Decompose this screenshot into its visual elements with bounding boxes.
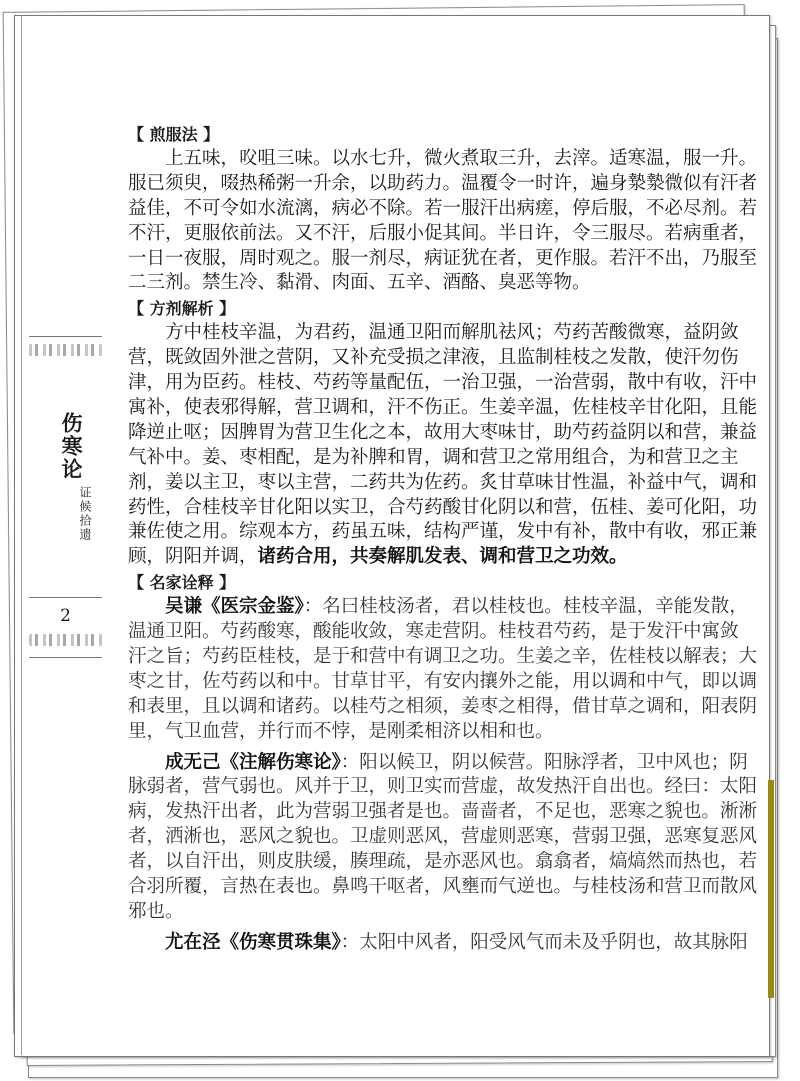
divider	[29, 597, 102, 598]
line-text: 药性，合桂枝辛甘化阳以实卫，合芍药酸甘化阴以和营，伍桂、姜可化阳，功	[128, 496, 758, 518]
line-text: 不汗，更服依前法。又不汗，后服小促其间。半日许，令三服尽。若病重者，	[128, 222, 758, 244]
text-line	[128, 147, 758, 172]
text-line	[128, 371, 758, 396]
section	[128, 122, 758, 296]
emphasis-text: 诸药合用，共奏解肌发表、调和营卫之功效。	[257, 546, 628, 568]
text-line	[128, 421, 758, 446]
line-text: 合羽所覆，言热在表也。鼻鸣干呕者，风壅而气逆也。与桂枝汤和营卫而散风	[128, 876, 758, 898]
line-text: 汗之旨；芍药臣桂枝，是于和营中有调卫之功。生姜之辛，佐桂枝以解表；大	[128, 646, 758, 668]
text-line	[128, 346, 739, 371]
text-line	[128, 775, 758, 800]
paragraph	[128, 595, 758, 744]
line-text: 剂，姜以主卫，枣以主营，二药共为佐药。炙甘草味甘性温，补益中气，调和	[128, 471, 758, 493]
book-title: 伤寒论	[59, 412, 84, 481]
paragraph	[128, 931, 748, 956]
page-content	[128, 122, 758, 956]
book-subtitle: 证候拾遗	[78, 486, 92, 542]
text-line	[128, 900, 660, 925]
text-line	[128, 321, 739, 346]
line-text: 者，洒淅也，恶风之貌也。卫虚则恶风，营虚则恶寒，营弱卫强，恶寒复恶风	[128, 826, 758, 848]
text-line	[128, 520, 758, 545]
divider	[29, 657, 102, 658]
text-line	[128, 271, 660, 296]
cloud-pattern-ornament	[29, 634, 102, 646]
source-citation: 吴谦《医宗金鉴》	[165, 596, 304, 618]
text-line	[128, 670, 758, 695]
page-number: 2	[60, 606, 71, 626]
line-text: ：太阳中风者，阳受风气而未及乎阴也，故其脉阳	[340, 931, 748, 953]
text-line	[128, 620, 739, 645]
paragraph	[128, 321, 758, 570]
text-line	[128, 875, 758, 900]
text-line	[128, 720, 660, 745]
text-line	[128, 595, 748, 620]
section-heading: 【 方剂解析 】	[128, 299, 236, 319]
line-text: 降逆止呕；因脾胃为营卫生化之本，故用大枣味甘，助芍药益阴以和营，兼益	[128, 421, 758, 443]
line-text: 二三剂。禁生冷、黏滑、肉面、五辛、酒酪、臭恶等物。	[128, 272, 591, 294]
text-line	[128, 471, 758, 496]
cloud-pattern-ornament	[29, 344, 102, 356]
line-text: 枣之甘，佐芍药以和中。甘草甘平，有安内攘外之能，用以调和中气，即以调	[128, 670, 758, 692]
text-line	[128, 695, 758, 720]
text-line	[128, 931, 748, 956]
line-text: 温通卫阳。芍药酸寒，酸能收敛，寒走营阴。桂枝君芍药，是于发汗中寓敛	[128, 621, 739, 643]
line-text: 和表里，且以调和诸药。以桂芍之相须，姜枣之相得，借甘草之调和，阳表阴	[128, 695, 758, 717]
line-text: 上五味，㕮咀三味。以水七升，微火煮取三升，去滓。适寒温，服一升。	[165, 148, 758, 169]
line-text: 服已须臾，啜热稀粥一升余，以助药力。温覆令一时许，遍身漐漐微似有汗者	[128, 172, 758, 194]
section-heading: 【 煎服法 】	[128, 125, 220, 144]
line-text: 兼佐使之用。综观本方，药虽五味，结构严谨，发中有补，散中有收，邪正兼	[128, 521, 758, 543]
text-line	[128, 222, 758, 247]
line-text: 脉弱者，营气弱也。风并于卫，则卫实而营虚，故发热汗自出也。经曰：太阳	[128, 776, 758, 798]
text-line	[128, 850, 758, 875]
text-line	[128, 751, 748, 776]
text-line	[128, 496, 758, 521]
line-text: 里，气卫血营，并行而不悖，是刚柔相济以相和也。	[128, 720, 554, 742]
text-line	[128, 172, 758, 197]
section	[128, 570, 758, 955]
line-text: 顾，阴阳并调，	[128, 546, 258, 568]
page-edge-stripe	[768, 780, 774, 998]
line-text: 寓补，使表邪得解，营卫调和，汗不伤正。生姜辛温，佐桂枝辛甘化阳，且能	[128, 397, 758, 419]
section	[128, 296, 758, 570]
line-text: 者，以自汗出，则皮肤缓，腠理疏，是亦恶风也。翕翕者，熇熇然而热也，若	[128, 851, 758, 873]
line-text: 营，既敛固外泄之营阴，又补充受损之津液，且监制桂枝之发散，使汗勿伤	[128, 347, 739, 369]
line-text: ：名曰桂枝汤者，君以桂枝也。桂枝辛温，辛能发散，	[303, 596, 748, 618]
page-margin-line	[21, 15, 22, 1055]
line-text: 气补中。姜、枣相配，是为补脾和胃，调和营卫之常用组合，为和营卫之主	[128, 446, 739, 468]
line-text: 病，发热汗出者，此为营弱卫强者是也。啬啬者，不足也，恶寒之貌也。淅淅	[128, 801, 758, 823]
text-line	[128, 800, 758, 825]
text-line	[128, 825, 758, 850]
text-line	[128, 645, 758, 670]
paragraph	[128, 147, 758, 296]
divider	[29, 336, 102, 337]
line-text: 津，用为臣药。桂枝、芍药等量配伍，一治卫强，一治营弱，散中有收，汗中	[128, 372, 758, 394]
text-line	[128, 197, 758, 222]
line-text: 邪也。	[128, 900, 184, 922]
source-citation: 成无己《注解伤寒论》	[165, 751, 341, 773]
paragraph	[128, 751, 758, 925]
text-line	[128, 396, 758, 421]
line-text: 一日一夜服，周时观之。服一剂尽，病证犹在者，更作服。若汗不出，乃服至	[128, 247, 758, 269]
source-citation: 尤在泾《伤寒贯珠集》	[165, 931, 341, 953]
line-text: 方中桂枝辛温，为君药，温通卫阳而解肌祛风；芍药苦酸微寒，益阴敛	[165, 322, 739, 344]
section-heading: 【 名家诠释 】	[128, 573, 236, 593]
text-line	[128, 247, 758, 272]
text-line	[128, 545, 660, 570]
text-line	[128, 446, 739, 471]
line-text: ：阳以候卫，阴以候营。阳脉浮者，卫中风也；阴	[340, 751, 748, 773]
line-text: 益佳，不可令如水流漓，病必不除。若一服汗出病瘥，停后服，不必尽剂。若	[128, 197, 758, 219]
